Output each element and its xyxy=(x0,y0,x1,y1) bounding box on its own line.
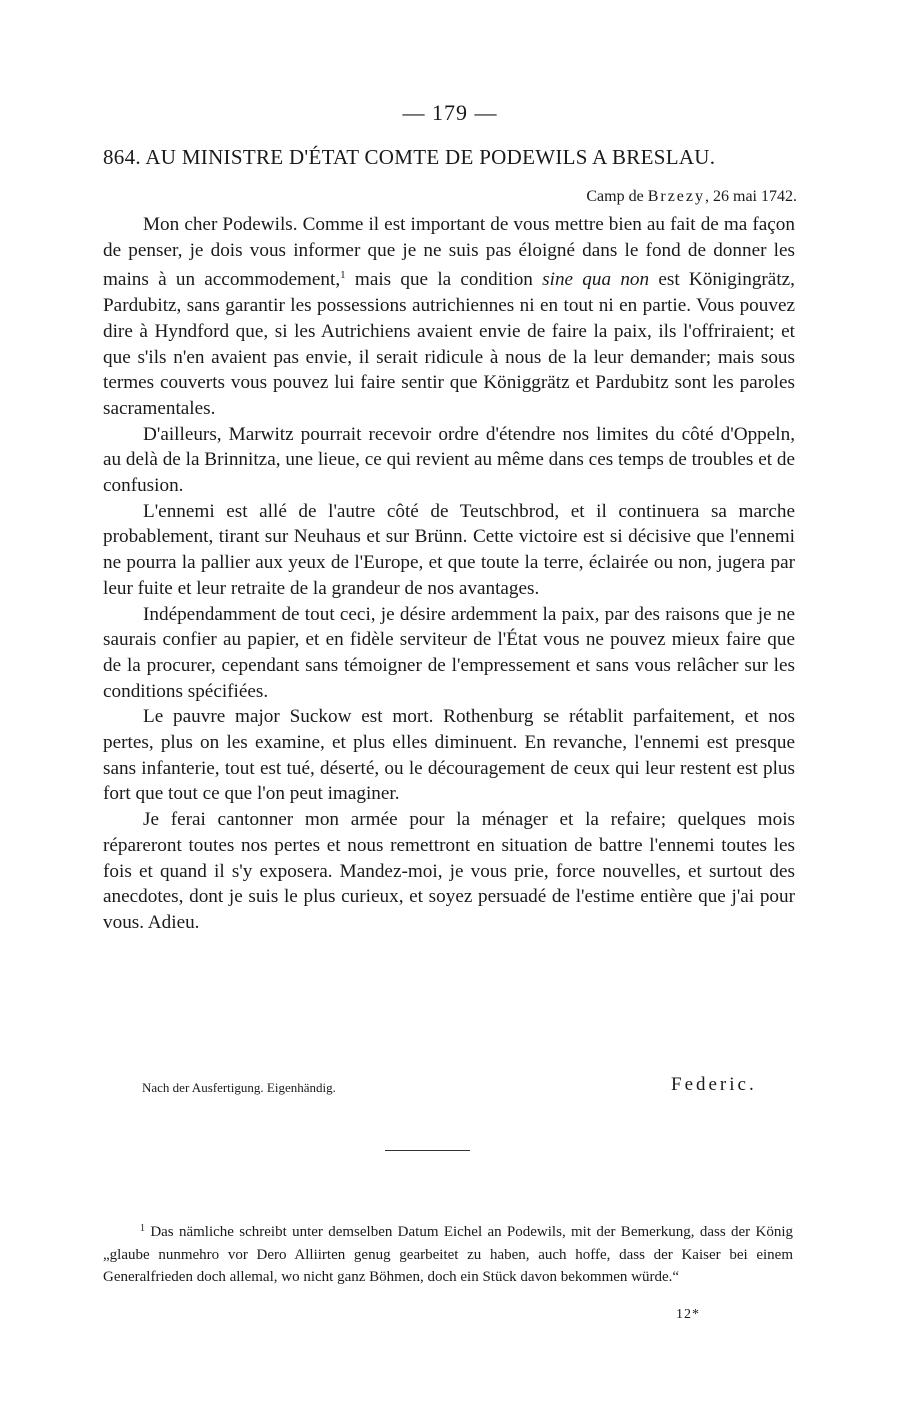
paragraph-1 xyxy=(103,212,795,422)
paragraph-1-part-b: mais que la condition xyxy=(345,269,543,291)
paragraph-2: D'ailleurs, Marwitz pourrait recevoir ordre d'étendre nos limites du côté d'Oppeln, au delà de la Brinnitza, une lieue, ce qui revient au même dans ces temps de troubles et de confusion. xyxy=(103,423,795,497)
place-name: Brzezy xyxy=(647,188,705,205)
place-date-line xyxy=(103,188,797,206)
letter-date: , 26 mai 1742. xyxy=(705,188,797,205)
paragraph-6: Je ferai cantonner mon armée pour la ménager et la refaire; quelques mois répareront toutes nos pertes et nous remettront en situation de battre l'ennemi toutes les fois et quand il s'y exposera. Mandez-moi, je vous prie, force nouvelles, et surtout des anecdotes, dont je suis le plus curieux, et soyez persuadé de l'estime entière que j'ai pour vous. Adieu. xyxy=(103,809,795,933)
place-prefix: Camp de xyxy=(586,188,648,205)
paragraph-5: Le pauvre major Suckow est mort. Rothenburg se rétablit parfaitement, et nos pertes, plus on les examine, et plus elles diminuent. En revanche, l'ennemi est presque sans infanterie, tout est tué, déserté, ou le découragement de ceux qui leur restent est plus fort que tout ce que l'on peut imaginer. xyxy=(103,706,795,805)
sheet-signature-mark: 12* xyxy=(676,1307,700,1322)
signature: Federic. xyxy=(671,1074,757,1095)
paragraph-4: Indépendamment de tout ceci, je désire ardemment la paix, par des raisons que je ne saurais confier au papier, et en fidèle serviteur de l'État vous ne pouvez mieux faire que de la procurer, cependant sans témoigner de l'empressement et sans vous relâcher sur les conditions spécifiées. xyxy=(103,603,795,702)
page-number: — 179 — xyxy=(402,100,498,125)
footnote-separator xyxy=(385,1150,470,1151)
footnote-text: Das nämliche schreibt unter demselben Datum Eichel an Podewils, mit der Bemerkung, dass der König „glaube nunmehro vor Dero Alliirten genug gearbeitet zu haben, auch hoffe, dass der Kaiser bei einem Generalfrieden doch allemal, wo nicht ganz Böhmen, doch ein Stück davon bekommen würde.“ xyxy=(103,1224,793,1285)
letter-heading: 864. AU MINISTRE D'ÉTAT COMTE DE PODEWILS A BRESLAU. xyxy=(103,145,716,169)
paragraph-3: L'ennemi est allé de l'autre côté de Teutschbrod, et il continuera sa marche probablement, tirant sur Neuhaus et sur Brünn. Cette victoire est si décisive que l'ennemi ne pourra la pallier aux yeux de l'Europe, et que toute la terre, éclairée ou non, jugera par leur fuite et leur retraite de la grandeur de nos avantages. xyxy=(103,500,795,599)
paragraph-1-part-c: est Königingrätz, Pardubitz, sans garantir les possessions autrichiennes ni en tout ni en partie. Vous pouvez dire à Hyndford que, si les Autrichiens avaient envie de faire la paix, ils l'offriraient; et que s'ils n'en avaient pas envie, il serait ridicule à nous de la leur demander; mais sous termes couverts vous pouvez lui faire sentir que Königgrätz et Pardubitz sont les paroles sacramentales. xyxy=(103,269,795,419)
footnote-reference: 1 xyxy=(340,269,346,282)
letter-body xyxy=(103,212,795,936)
footnote xyxy=(103,1218,793,1289)
paragraph-1-italic: sine qua non xyxy=(542,269,650,291)
footnote-mark: 1 xyxy=(140,1223,145,1234)
paragraph-1-part-a: Mon cher Podewils. Comme il est important de vous mettre bien au fait de ma façon de penser, je dois vous informer que je ne suis pas éloigné dans le fond de donner les mains à un accommodement, xyxy=(103,214,795,291)
source-note: Nach der Ausfertigung. Eigenhändig. xyxy=(142,1080,336,1095)
